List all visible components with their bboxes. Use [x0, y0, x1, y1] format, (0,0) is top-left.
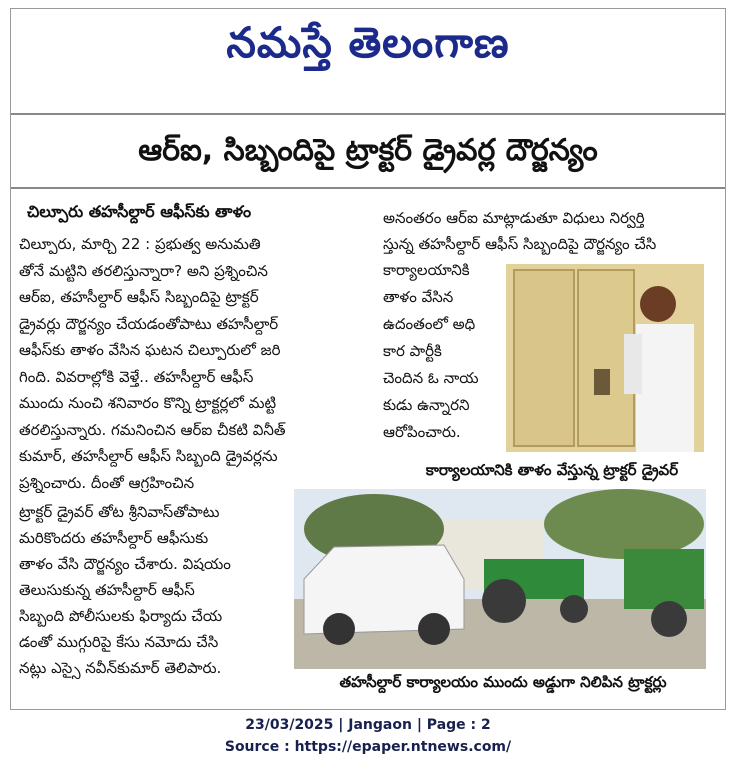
article-line: సిబ్బంది పోలీసులకు ఫిర్యాదు చేయ	[19, 607, 223, 625]
photo-driver-locking-office	[506, 264, 704, 452]
article-line: కార్యాలయానికి	[383, 261, 470, 279]
divider	[11, 113, 725, 115]
article-line: డంతో ముగ్గురిపై కేసు నమోదు చేసి	[19, 633, 219, 651]
article-column-right-narrow	[383, 257, 508, 446]
article-column-left-lower	[19, 499, 294, 681]
source-footer	[0, 714, 736, 758]
subheading: చిల్పూరు తహసీల్దార్ ఆఫీస్‌కు తాళం	[27, 202, 252, 221]
photo-caption: కార్యాలయానికి తాళం వేస్తున్న ట్రాక్టర్ డ్రైవర్	[425, 461, 679, 479]
article-line: ఆర్ఐ, తహసీల్దార్ ఆఫీస్ సిబ్బందిపై ట్రాక్టర్	[19, 288, 259, 306]
article-line: డ్రైవర్లు దౌర్జన్యం చేయడంతోపాటు తహసీల్దార్	[19, 314, 279, 333]
article-line: ఉదంతంలో అధి	[383, 315, 476, 333]
publication-info: 23/03/2025 | Jangaon | Page : 2	[245, 717, 491, 733]
source-link[interactable]: Source : https://epaper.ntnews.com/	[224, 739, 512, 755]
article-line: మరికొందరు తహసీల్దార్ ఆఫీసుకు	[19, 529, 209, 547]
article-line: కుడు ఉన్నారని	[383, 396, 470, 414]
article-line: ట్రాక్టర్ డ్రైవర్ తోట శ్రీనివాస్‌తోపాటు	[19, 503, 220, 521]
photo-caption: తహసీల్దార్ కార్యాలయం ముందు అడ్డుగా నిలిపిన ట్రాక్టర్లు	[339, 673, 667, 691]
article-line: స్తున్న తహసీల్దార్ ఆఫీస్ సిబ్బందిపై దౌర్జన్యం చేసి	[383, 235, 657, 253]
article-line: ఆఫీస్‌కు తాళం వేసిన ఘటన చిల్పూరులో జరి	[19, 341, 281, 359]
headline: ఆర్ఐ, సిబ్బందిపై ట్రాక్టర్ డ్రైవర్ల దౌర్జన్యం	[138, 133, 598, 168]
article-line: చిల్పూరు, మార్చి 22 : ప్రభుత్వ అనుమతి	[19, 235, 261, 253]
masthead-logo: నమస్తే తెలంగాణ	[226, 18, 510, 67]
article-column-left	[19, 231, 379, 496]
article-line: తెలుసుకున్న తహసీల్దార్ ఆఫీస్	[19, 581, 195, 599]
article-column-right	[383, 205, 717, 257]
article-line: కార పార్టీకి	[383, 342, 442, 360]
article-line: తోనే మట్టిని తరలిస్తున్నారా? అని ప్రశ్నించిన	[19, 261, 268, 280]
newspaper-clipping	[10, 8, 726, 710]
article-line: అనంతరం ఆర్ఐ మాట్లాడుతూ విధులు నిర్వర్తి	[383, 209, 645, 227]
article-line: నట్లు ఎస్సై నవీన్‌కుమార్ తెలిపారు.	[19, 659, 222, 677]
article-line: తాళం వేసి దౌర్జన్యం చేశారు. విషయం	[19, 555, 231, 573]
article-line: గింది. వివరాల్లోకి వెళ్తే.. తహసీల్దార్ ఆఫీస్	[19, 367, 254, 386]
article-line: ప్రశ్నించారు. దీంతో ఆగ్రహించిన	[19, 473, 195, 492]
article-line: తాళం వేసిన	[383, 288, 454, 306]
article-line: కుమార్, తహసీల్దార్ ఆఫీస్ సిబ్బంది డ్రైవర్లను	[19, 447, 278, 465]
article-line: తరలిస్తున్నారు. గమనించిన ఆర్ఐ చీకటి వినీత్	[19, 420, 286, 439]
article-line: ముందు నుంచి శనివారం కొన్ని ట్రాక్టర్లలో మట్టి	[19, 394, 277, 412]
divider	[11, 187, 725, 189]
photo-tractors-blocking-office	[294, 489, 706, 669]
article-line: చెందిన ఓ నాయ	[383, 369, 479, 387]
article-line: ఆరోపించారు.	[383, 423, 461, 441]
